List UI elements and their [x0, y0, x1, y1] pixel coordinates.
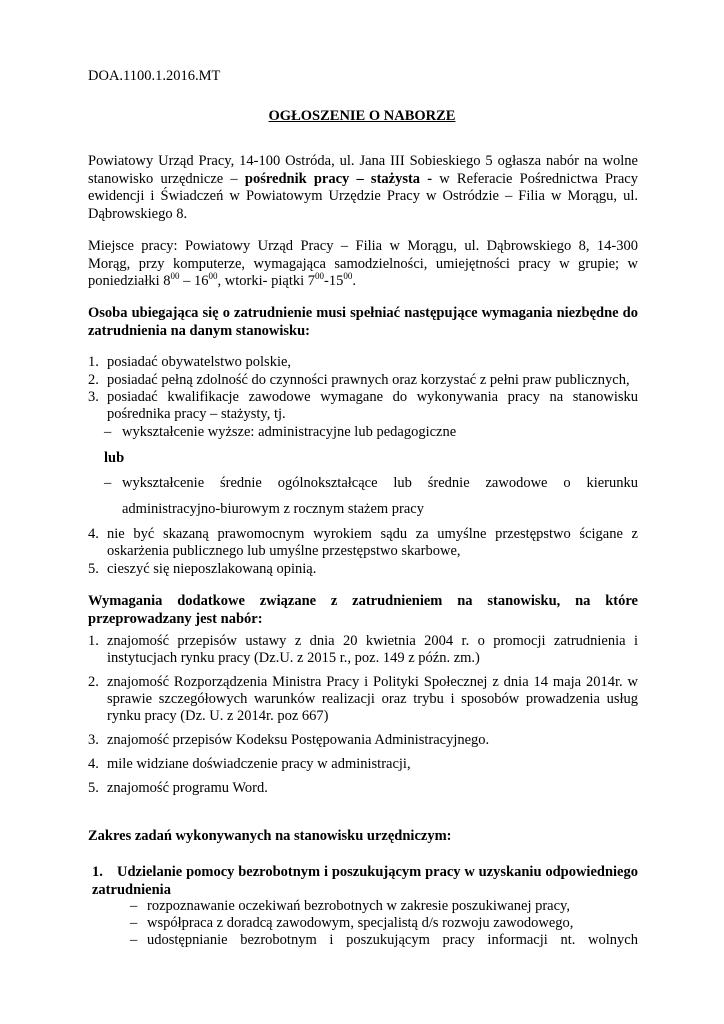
list-item: wykształcenie wyższe: administracyjne lub pedagogiczne: [122, 424, 457, 440]
document-reference: DOA.1100.1.2016.MT: [88, 68, 221, 84]
or-label: lub: [104, 450, 125, 466]
list-item: współpraca z doradcą zawodowym, specjalistą d/s rozwoju zawodowego,: [147, 915, 574, 931]
list-number: 5.: [88, 561, 99, 577]
dash-bullet: –: [130, 898, 138, 914]
task-number: 1.: [92, 864, 103, 880]
list-number: 5.: [88, 780, 99, 796]
list-item: wykształcenie średnie ogólnokształcące lub średnie zawodowe o kierunku: [122, 475, 638, 491]
workplace-text-a: Miejsce pracy: Powiatowy Urząd Pracy – Filia w Morągu, ul. Dąbrowskiego 8, 14-300 Morąg, przy komputerze, wymagająca samodzielności, umiejętności pracy w grupie; w poniedziałki 8: [88, 238, 638, 289]
workplace-text-c: , wtorki- piątki 7: [217, 273, 316, 289]
workplace-text-e: .: [352, 273, 356, 289]
list-item: rozpoznawanie oczekiwań bezrobotnych w zakresie poszukiwanej pracy,: [147, 898, 570, 914]
dash-bullet: –: [104, 424, 112, 440]
list-item: mile widziane doświadczenie pracy w administracji,: [107, 756, 411, 772]
list-item: znajomość przepisów ustawy z dnia 20 kwietnia 2004 r. o promocji zatrudnienia i instytucjach rynku pracy (Dz.U. z 2015 r., poz. 149 z późn. zm.): [107, 633, 638, 666]
tasks-heading: Zakres zadań wykonywanych na stanowisku urzędniczym:: [88, 828, 452, 844]
hour-sup: 00: [343, 271, 353, 281]
list-item: posiadać kwalifikacje zawodowe wymagane do wykonywania pracy na stanowisku pośrednika pracy – stażysty, tj.: [107, 389, 638, 422]
workplace-text-d: -15: [324, 273, 344, 289]
hour-sup: 00: [208, 271, 218, 281]
dash-bullet: –: [104, 475, 112, 491]
dash-bullet: –: [130, 915, 138, 931]
list-item: znajomość przepisów Kodeksu Postępowania Administracyjnego.: [107, 732, 490, 748]
list-item: posiadać pełną zdolność do czynności prawnych oraz korzystać z pełni praw publicznych,: [107, 372, 630, 388]
list-number: 4.: [88, 756, 99, 772]
requirements-heading: Osoba ubiegająca się o zatrudnienie musi spełniać następujące wymagania niezbędne do zatrudnienia na danym stanowisku:: [88, 305, 638, 339]
list-item: znajomość programu Word.: [107, 780, 268, 796]
document-title: OGŁOSZENIE O NABORZE: [268, 108, 456, 124]
list-number: 3.: [88, 732, 99, 748]
list-item: administracyjno-biurowym z rocznym stażem pracy: [122, 501, 424, 517]
list-number: 2.: [88, 372, 99, 388]
hour-sup: 00: [170, 271, 180, 281]
list-item: nie być skazaną prawomocnym wyrokiem sądu za umyślne przestępstwo ścigane z oskarżenia publicznego lub umyślne przestępstwo skarbowe,: [107, 526, 638, 559]
list-number: 1.: [88, 354, 99, 370]
job-title-bold: pośrednik pracy – stażysta -: [244, 170, 433, 187]
list-number: 2.: [88, 674, 99, 690]
dash-bullet: –: [130, 932, 138, 948]
list-item: posiadać obywatelstwo polskie,: [107, 354, 292, 370]
intro-text-a: Powiatowy Urząd Pracy, 14-100 Ostróda, ul. Jana III Sobieskiego 5 ogłasza nabór na wolne stanowisko urzędnicze –: [88, 153, 638, 187]
task-title: Udzielanie pomocy bezrobotnym i poszukującym pracy w uzyskaniu odpowiedniego zatrudnienia: [92, 864, 638, 898]
list-item: udostępnianie bezrobotnym i poszukującym pracy informacji nt. wolnych: [147, 932, 638, 948]
list-number: 3.: [88, 389, 99, 405]
intro-paragraph: [88, 153, 638, 223]
additional-heading: Wymagania dodatkowe związane z zatrudnieniem na stanowisku, na które przeprowadzany jest nabór:: [88, 593, 638, 627]
list-item: znajomość Rozporządzenia Ministra Pracy i Polityki Społecznej z dnia 14 maja 2014r. w sprawie szczegółowych warunków realizacji oraz trybu i sposobów prowadzenia usług rynku pracy (Dz. U. z 2014r. poz 667): [107, 674, 638, 724]
workplace-text-b: – 16: [179, 273, 209, 289]
hour-sup: 00: [315, 271, 325, 281]
list-number: 4.: [88, 526, 99, 542]
list-number: 1.: [88, 633, 99, 649]
workplace-paragraph: [88, 238, 638, 291]
intro-text-b: w Referacie Pośrednictwa Pracy ewidencji i Świadczeń w Powiatowym Urzędzie Pracy w Ostródzie – Filia w Morągu, ul. Dąbrowskiego 8.: [88, 170, 638, 222]
list-item: cieszyć się nieposzlakowaną opinią.: [107, 561, 317, 577]
